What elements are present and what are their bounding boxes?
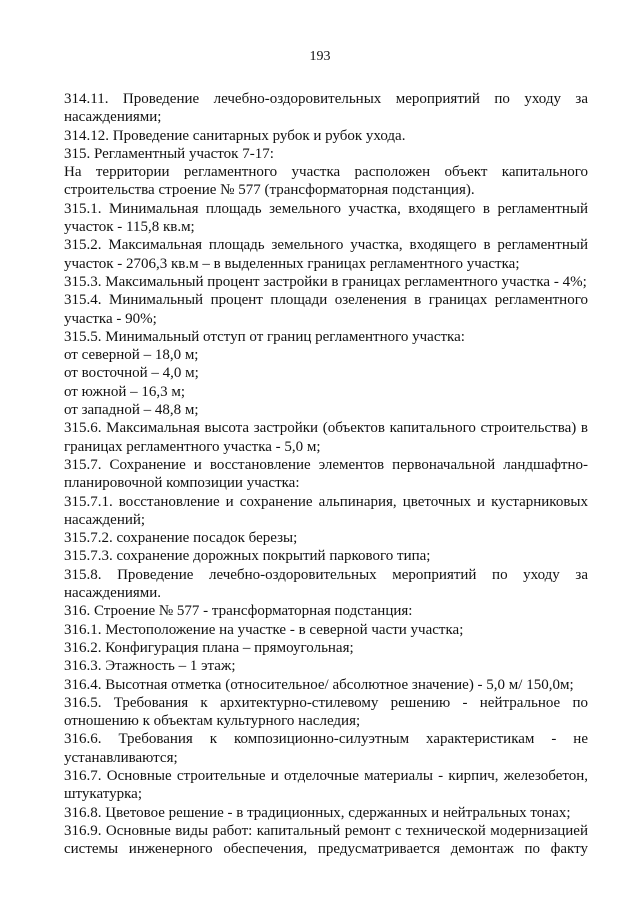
paragraph-314-11: 314.11. Проведение лечебно-оздоровительных мероприятий по уходу за насаждениями; [64,91,588,126]
setback-east: от восточной – 4,0 м; [64,365,199,382]
paragraph-316-9: 316.9. Основные виды работ: капитальный ремонт с технической модернизацией системы инженерного обеспечения, предусматривается демонтаж по факту [64,822,588,858]
paragraph-315-7: 315.7. Сохранение и восстановление элементов первоначальной ландшафтно-планировочной композиции участка: [64,456,588,492]
paragraph-315-intro: На территории регламентного участка расположен объект капитального строительства строение № 577 (трансформаторная подстанция). [64,164,588,199]
paragraph-315-8: 315.8. Проведение лечебно-оздоровительных мероприятий по уходу за насаждениями. [64,566,588,602]
paragraph-316-1: 316.1. Местоположение на участке - в северной части участка; [64,621,464,638]
paragraph-314-12: 314.12. Проведение санитарных рубок и рубок ухода. [64,127,406,144]
paragraph-315-6: 315.6. Максимальная высота застройки (объектов капитального строительства) в границах регламентного участка - 5,0 м; [64,420,588,455]
paragraph-316-7: 316.7. Основные строительные и отделочные материалы - кирпич, железобетон, штукатурка; [64,767,588,803]
paragraph-315-7-1: 315.7.1. восстановление и сохранение альпинария, цветочных и кустарниковых насаждений; [64,493,588,528]
paragraph-316-4: 316.4. Высотная отметка (относительное/ абсолютное значение) - 5,0 м/ 150,0м; [64,676,574,693]
paragraph-316-2: 316.2. Конфигурация плана – прямоугольная; [64,639,354,656]
paragraph-315-1: 315.1. Минимальная площадь земельного участка, входящего в регламентный участок - 115,8 кв.м; [64,200,588,236]
paragraph-315-5: 315.5. Минимальный отступ от границ регламентного участка: [64,328,465,345]
paragraph-315-7-3: 315.7.3. сохранение дорожных покрытий паркового типа; [64,548,431,565]
paragraph-315-3: 315.3. Максимальный процент застройки в границах регламентного участка - 4%; [64,273,587,290]
setback-south: от южной – 16,3 м; [64,383,186,400]
paragraph-316-heading: 316. Строение № 577 - трансформаторная подстанция: [64,603,413,620]
document-body [64,90,588,858]
paragraph-315-7-2: 315.7.2. сохранение посадок березы; [64,530,298,547]
setback-north: от северной – 18,0 м; [64,347,199,364]
paragraph-316-3: 316.3. Этажность – 1 этаж; [64,658,236,675]
paragraph-315-4: 315.4. Минимальный процент площади озеленения в границах регламентного участка - 90%; [64,292,588,327]
page-number: 193 [309,49,331,64]
paragraph-316-6: 316.6. Требования к композиционно-силуэтным характеристикам - не устанавливаются; [64,731,588,766]
setback-west: от западной – 48,8 м; [64,402,199,419]
paragraph-316-5: 316.5. Требования к архитектурно-стилевому решению - нейтральное по отношению к объектам культурного наследия; [64,694,588,730]
paragraph-315-heading: 315. Регламентный участок 7-17: [64,145,274,162]
paragraph-315-2: 315.2. Максимальная площадь земельного участка, входящего в регламентный участок - 2706,3 кв.м – в выделенных границах регламентного участка; [64,237,588,272]
paragraph-316-8: 316.8. Цветовое решение - в традиционных, сдержанных и нейтральных тонах; [64,804,571,821]
